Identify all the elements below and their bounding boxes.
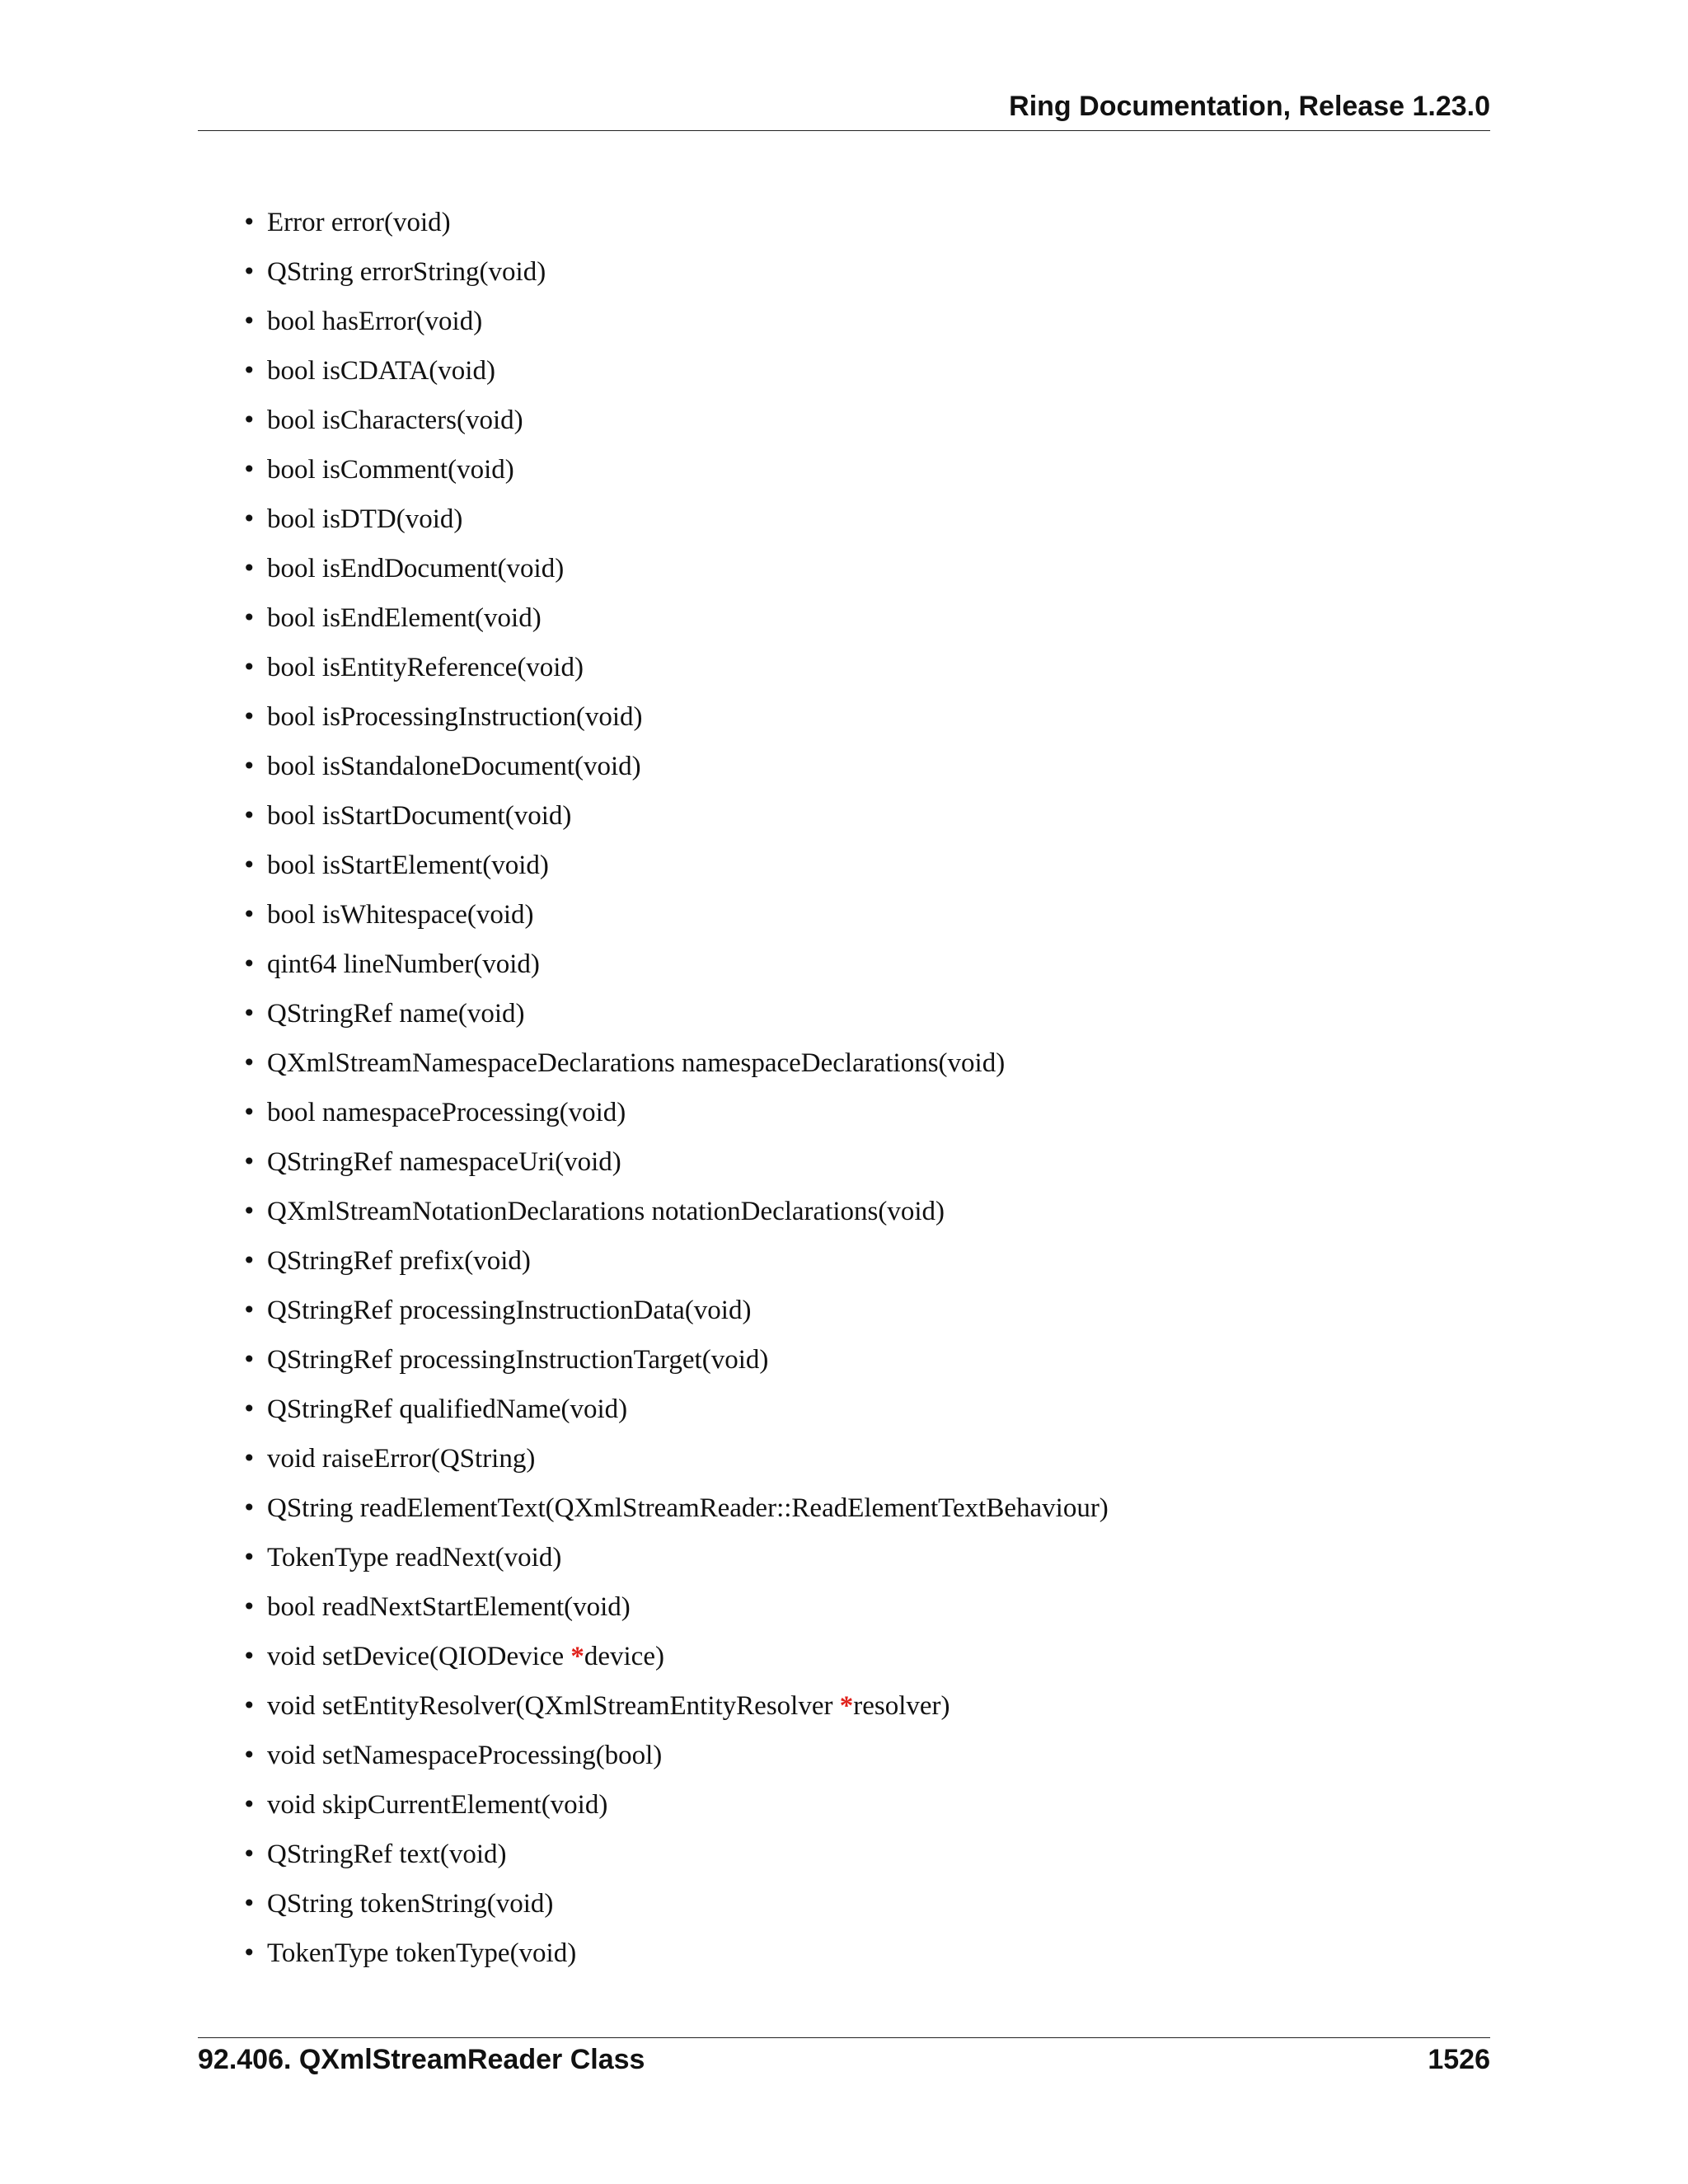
method-list-item <box>239 1483 1109 1533</box>
method-signature: bool isEndElement(void) <box>267 603 542 633</box>
bullet-icon: • <box>242 1395 256 1422</box>
method-signature: QString tokenString(void) <box>267 1889 554 1919</box>
method-signature: void setEntityResolver(QXmlStreamEntityResolver *resolver) <box>267 1691 950 1721</box>
method-signature: QString readElementText(QXmlStreamReader::ReadElementTextBehaviour) <box>267 1493 1109 1523</box>
bullet-icon: • <box>242 1593 256 1620</box>
method-list-item <box>239 297 1109 346</box>
method-list-item <box>239 1731 1109 1780</box>
bullet-icon: • <box>242 752 256 780</box>
method-list-item <box>239 247 1109 297</box>
method-signature: QStringRef prefix(void) <box>267 1246 531 1276</box>
bullet-icon: • <box>242 1643 256 1670</box>
footer-section-title: 92.406. QXmlStreamReader Class <box>198 2044 645 2075</box>
method-signature: bool isStandaloneDocument(void) <box>267 752 641 781</box>
bullet-icon: • <box>242 1000 256 1027</box>
bullet-icon: • <box>242 1099 256 1126</box>
method-list-item <box>239 841 1109 890</box>
method-list-item <box>239 198 1109 247</box>
method-signature: bool isProcessingInstruction(void) <box>267 702 643 732</box>
footer-page-number: 1526 <box>1428 2044 1490 2075</box>
bullet-icon: • <box>242 1544 256 1571</box>
method-signature: bool isDTD(void) <box>267 504 463 534</box>
bullet-icon: • <box>242 1148 256 1175</box>
method-list-item <box>239 940 1109 989</box>
method-signature: QXmlStreamNamespaceDeclarations namespaceDeclarations(void) <box>267 1048 1006 1078</box>
method-list-item <box>239 1335 1109 1385</box>
method-list-item <box>239 1286 1109 1335</box>
method-signature: QStringRef qualifiedName(void) <box>267 1394 628 1424</box>
method-list-item <box>239 1038 1109 1088</box>
method-list-item <box>239 396 1109 445</box>
method-list-item <box>239 1236 1109 1286</box>
method-list-item <box>239 544 1109 593</box>
method-signature: bool isStartDocument(void) <box>267 801 572 831</box>
method-signature: TokenType tokenType(void) <box>267 1938 577 1968</box>
method-list-item <box>239 445 1109 494</box>
method-signature: bool isCharacters(void) <box>267 405 523 435</box>
method-list-item <box>239 989 1109 1038</box>
bullet-icon: • <box>242 1346 256 1373</box>
method-signature: QStringRef processingInstructionData(void) <box>267 1296 752 1325</box>
method-list-item <box>239 742 1109 791</box>
method-signature: void raiseError(QString) <box>267 1444 536 1474</box>
bullet-icon: • <box>242 555 256 582</box>
bullet-icon: • <box>242 901 256 928</box>
method-signature: TokenType readNext(void) <box>267 1543 562 1572</box>
method-signature: bool isStartElement(void) <box>267 851 549 880</box>
bullet-icon: • <box>242 851 256 879</box>
method-list-item <box>239 1088 1109 1137</box>
bullet-icon: • <box>242 1197 256 1225</box>
method-list-item <box>239 1533 1109 1582</box>
bullet-icon: • <box>242 1890 256 1917</box>
method-list-item <box>239 494 1109 544</box>
method-list-item <box>239 1187 1109 1236</box>
bullet-icon: • <box>242 604 256 631</box>
method-signature: bool readNextStartElement(void) <box>267 1592 631 1622</box>
footer-divider <box>198 2037 1490 2038</box>
bullet-icon: • <box>242 1741 256 1769</box>
bullet-icon: • <box>242 406 256 434</box>
method-signature: bool namespaceProcessing(void) <box>267 1098 626 1127</box>
bullet-icon: • <box>242 258 256 285</box>
pointer-asterisk: * <box>839 1691 854 1721</box>
method-list-item <box>239 593 1109 643</box>
bullet-icon: • <box>242 1494 256 1521</box>
bullet-icon: • <box>242 1296 256 1324</box>
bullet-icon: • <box>242 1049 256 1076</box>
method-signature: void setNamespaceProcessing(bool) <box>267 1741 663 1770</box>
method-signature: void skipCurrentElement(void) <box>267 1790 608 1820</box>
bullet-icon: • <box>242 1840 256 1868</box>
method-signature: Error error(void) <box>267 208 451 237</box>
method-signature: bool isEndDocument(void) <box>267 554 565 583</box>
bullet-icon: • <box>242 456 256 483</box>
bullet-icon: • <box>242 209 256 236</box>
method-signature: QStringRef name(void) <box>267 999 525 1029</box>
method-list-item <box>239 1681 1109 1731</box>
method-list-item <box>239 1582 1109 1632</box>
method-signature: QStringRef processingInstructionTarget(void) <box>267 1345 769 1375</box>
method-signature: bool isEntityReference(void) <box>267 653 584 682</box>
method-list-item <box>239 346 1109 396</box>
bullet-icon: • <box>242 1692 256 1719</box>
running-header-title: Ring Documentation, Release 1.23.0 <box>1009 91 1490 122</box>
method-list-item <box>239 1434 1109 1483</box>
pointer-asterisk: * <box>570 1642 584 1671</box>
method-list-item <box>239 890 1109 940</box>
method-signature: bool hasError(void) <box>267 307 483 336</box>
method-signature: QXmlStreamNotationDeclarations notationDeclarations(void) <box>267 1197 945 1226</box>
method-list-item <box>239 1780 1109 1830</box>
bullet-icon: • <box>242 802 256 829</box>
method-list-item <box>239 791 1109 841</box>
method-signature: QStringRef text(void) <box>267 1840 507 1869</box>
method-list-item <box>239 1830 1109 1879</box>
bullet-icon: • <box>242 357 256 384</box>
method-list-item <box>239 692 1109 742</box>
method-list <box>239 198 1109 1978</box>
method-signature: qint64 lineNumber(void) <box>267 949 540 979</box>
method-list-item <box>239 1632 1109 1681</box>
bullet-icon: • <box>242 1791 256 1818</box>
bullet-icon: • <box>242 1247 256 1274</box>
method-list-item <box>239 1137 1109 1187</box>
bullet-icon: • <box>242 950 256 977</box>
method-list-item <box>239 1385 1109 1434</box>
bullet-icon: • <box>242 703 256 730</box>
bullet-icon: • <box>242 307 256 335</box>
bullet-icon: • <box>242 1445 256 1472</box>
method-signature: bool isWhitespace(void) <box>267 900 534 930</box>
method-signature: QStringRef namespaceUri(void) <box>267 1147 621 1177</box>
method-signature: void setDevice(QIODevice *device) <box>267 1642 664 1671</box>
method-signature: QString errorString(void) <box>267 257 546 287</box>
method-list-item <box>239 1879 1109 1929</box>
method-signature: bool isComment(void) <box>267 455 514 485</box>
bullet-icon: • <box>242 505 256 532</box>
method-list-item <box>239 1929 1109 1978</box>
bullet-icon: • <box>242 654 256 681</box>
bullet-icon: • <box>242 1939 256 1966</box>
method-signature: bool isCDATA(void) <box>267 356 495 386</box>
method-list-item <box>239 643 1109 692</box>
header-divider <box>198 130 1490 131</box>
